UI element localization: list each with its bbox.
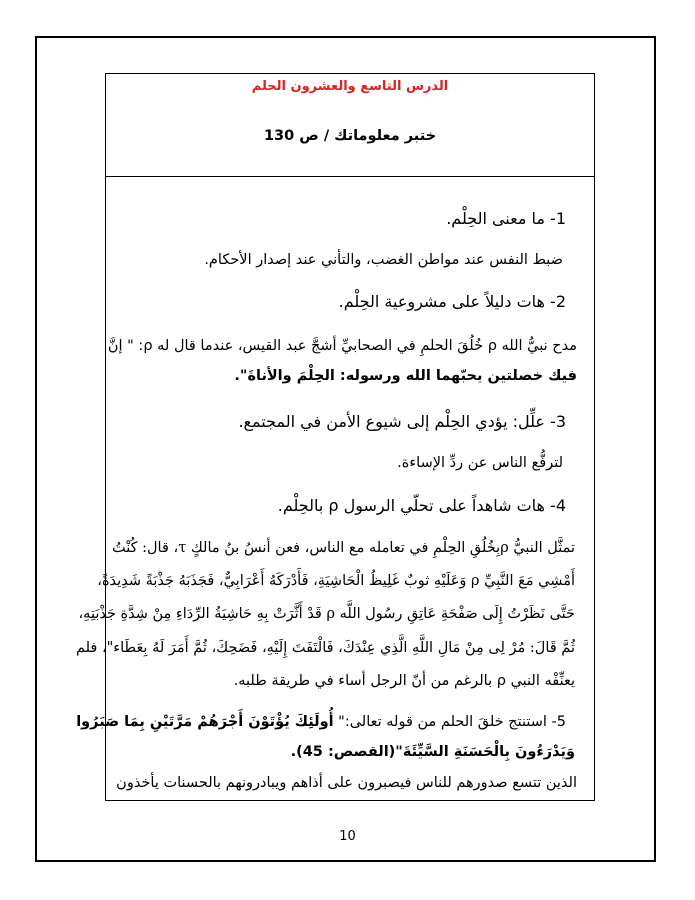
question-5-line-2	[291, 744, 575, 760]
question-5-prefix: 5- استنتج خلقَ الحلم من قوله تعالى:"	[338, 714, 566, 730]
answer-4-line-1: تمثَّل النبيُّ ρبِخُلُقِ الحِلْمِ في تعامله مع الناس، فعن أنسُ بنُ مالكٍ τ، قال: كُنْتُ	[112, 540, 575, 556]
question-4: 4- هات شاهداً على تحلّي الرسول ρ بالحِلْم.	[277, 496, 566, 515]
answer-5: الذين تتسع صدورهم للناس فيصبرون على أذاهم ويبادرونهم بالحسنات يأخذون	[116, 775, 577, 791]
answer-1: ضبط النفس عند مواطن الغضب، والتأني عند إصدار الأحكام.	[204, 252, 563, 268]
content-table	[105, 73, 595, 801]
question-2: 2- هات دليلاً على مشروعية الحِلْم.	[338, 292, 566, 311]
table-header-divider	[105, 176, 595, 177]
test-title: ختبر معلوماتك / ص 130	[263, 128, 437, 144]
answer-2-line-2: فيك خصلتين يحبّهما الله ورسوله: الحِلْمَ والأناةَ".	[234, 368, 577, 384]
question-1: 1- ما معنى الحِلْم.	[446, 209, 566, 228]
answer-3: لترفُّع الناس عن ردِّ الإساءة.	[397, 455, 563, 471]
answer-4-line-4: ثُمَّ قَالَ: مُرْ لِى مِنْ مَالِ اللَّهِ الَّذِي عِنْدَكَ، فَالْتَفَتَ إِلَيْهِ، فَضَحِكَ، ثُمَّ أَمَرَ لَهُ بِعَطَاء"، فلم	[75, 640, 575, 656]
question-5-reference: "(القصص: 45).	[290, 744, 403, 760]
answer-2-line-1: مدح نبيُّ الله ρ خُلُقَ الحلمِ في الصحابيِّ أشجَّ عبد القيس، عندما قال له ρ: " إنَّ	[107, 338, 577, 354]
page-number: 10	[339, 829, 356, 844]
question-5-verse-part-1: أُولَئِكَ يُؤْتَوْنَ أَجْرَهُمْ مَرَّتَيْنِ بِمَا صَبَرُوا	[76, 714, 334, 730]
question-5-verse-part-2: وَيَدْرَءُونَ بِالْحَسَنَةِ السَّيِّئَةَ	[402, 744, 575, 760]
answer-4-line-2: أَمْشِي مَعَ النَّبِيِّ ρ وَعَلَيْهِ ثوبٌ غَلِيظُ الْحَاشِيَةِ، فَأَدْرَكَهُ أَعْرَابِيٌّ، فَجَذَبَهُ جَذْبَةً شَدِيدَةً،	[97, 573, 575, 589]
question-3: 3- علِّل: يؤدي الحِلْم إلى شيوع الأمن في المجتمع.	[238, 412, 566, 431]
answer-4-line-3: حَتَّى نَظَرْتُ إِلَى صَفْحَةِ عَاتِقِ رسُول اللَّه ρ قَدْ أَثَّرَتْ بِهِ حَاشِيَةُ الرِّدَاءِ مِنْ شِدَّةِ جَذْبَتِهِ،	[78, 606, 575, 622]
lesson-title: الدرس التاسع والعشرون الحلم	[251, 79, 449, 94]
answer-4-line-5: يعنِّفْه النبي ρ بالرغم من أنّ الرجل أساء في طريقة طلبه.	[233, 673, 575, 689]
question-5-line-1	[76, 714, 566, 730]
